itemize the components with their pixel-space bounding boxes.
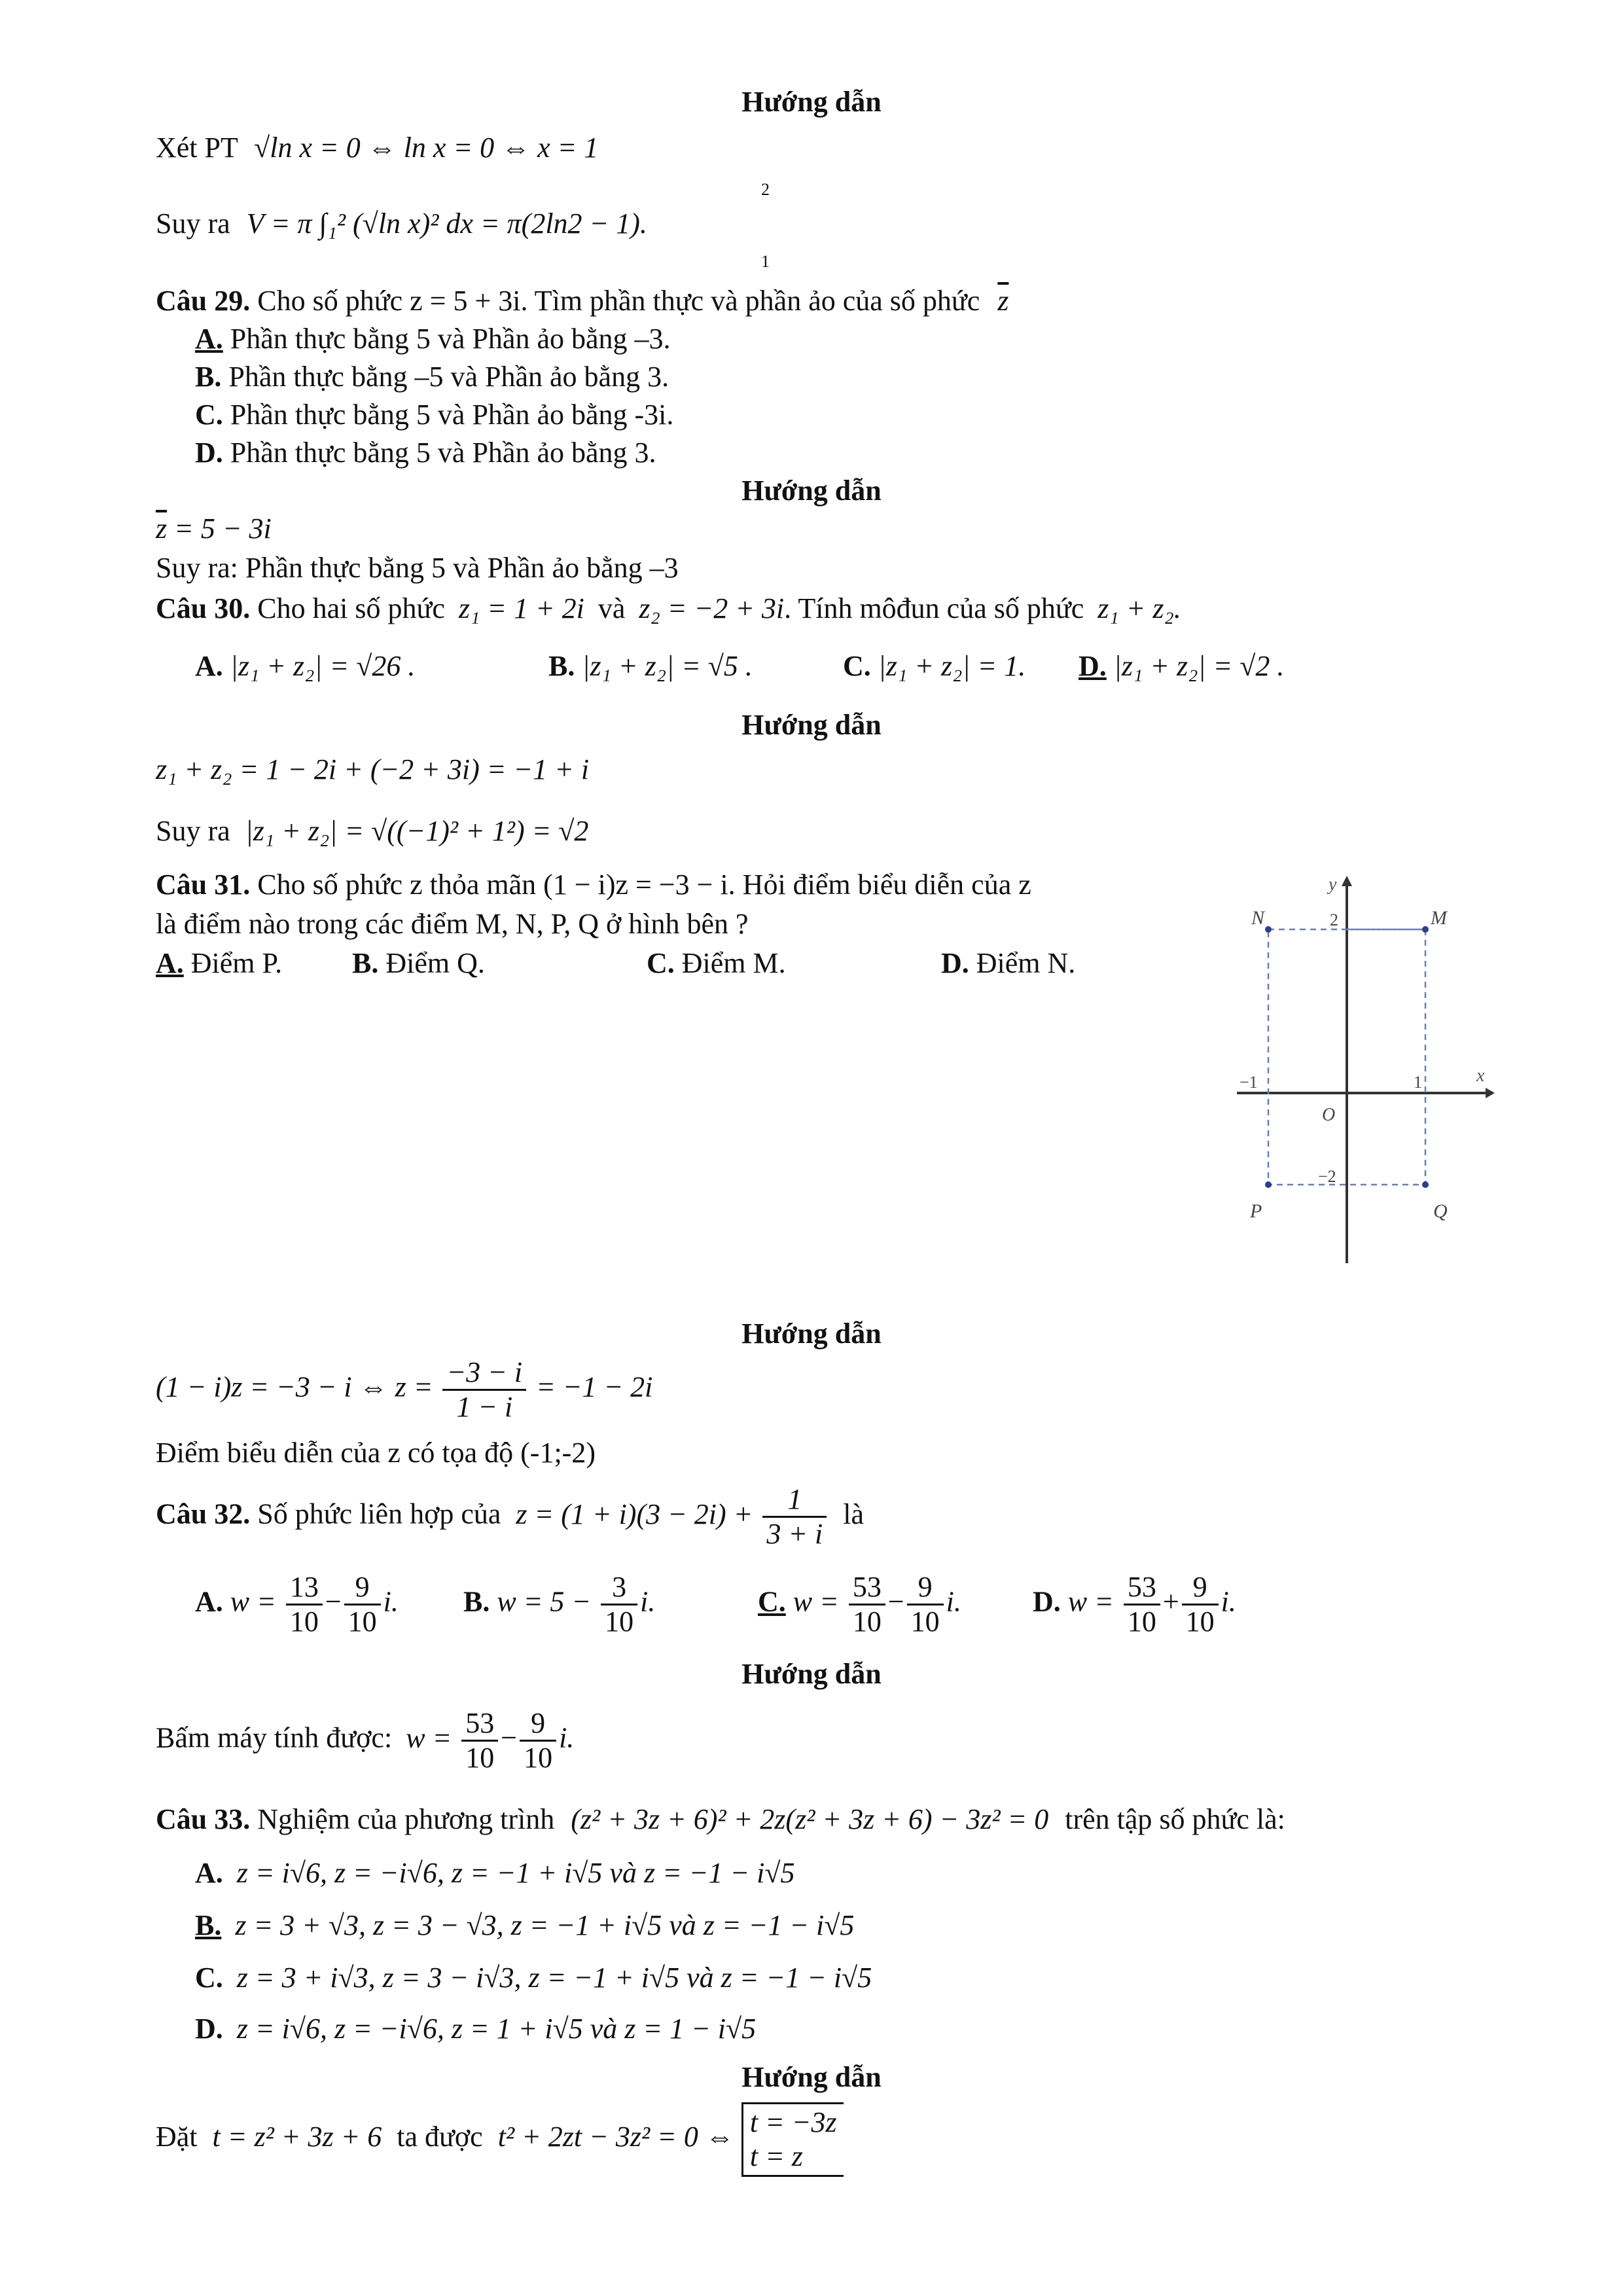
q31-label: Câu 31. [156,869,251,901]
q32-a-frac-1 [286,1571,323,1638]
q32-option-b-key: B. [463,1585,490,1618]
q33-sol-eq: t² + 2zt − 3z² = 0 ⇔ [497,2121,734,2153]
q33-option-a-key: A. [195,1857,223,1889]
q32-stem [156,1483,864,1551]
q32-expr: z = (1 + i)(3 − 2i) + [516,1498,753,1530]
q33-option-c-key: C. [195,1962,223,1994]
hint-heading-32: Hướng dẫn [741,1658,882,1690]
q32-c-d1: 10 [852,1605,882,1638]
label-q: Q [1433,1200,1448,1222]
q30-z1: z₁ = 1 + 2i [458,592,584,624]
intro-math-2: V = π ∫₁² (√ln x)² dx = π(2ln2 − 1). [246,207,647,240]
q32-tail: là [843,1498,865,1530]
tick-minus-1: −1 [1240,1073,1258,1092]
point-m-dot [1422,926,1429,933]
q33-option-b-key: B. [195,1909,222,1941]
q29-text: Cho số phức z = 5 + 3i. Tìm phần thực và phần ảo của số phức [257,285,980,317]
q32-c-d2: 10 [910,1605,940,1638]
q31-sol-rhs: = −1 − 2i [536,1371,653,1403]
q30-option-a[interactable] [195,648,415,685]
q32-d-frac-2 [1182,1571,1219,1638]
point-n-dot [1265,926,1272,933]
q31-solution-2: Điểm biểu diễn của z có tọa độ (-1;-2) [156,1437,596,1469]
q32-d-n1: 53 [1124,1571,1160,1605]
q32-solution [156,1707,574,1774]
hint-heading-33: Hướng dẫn [741,2061,882,2093]
intro-line-2 [156,206,647,242]
q30-option-c[interactable] [843,648,1026,685]
label-n: N [1251,907,1265,929]
q32-a-n1: 13 [286,1571,323,1605]
q29-option-b-text: Phần thực bằng –5 và Phần ảo bằng 3. [228,361,669,393]
q29-solution-1 [156,511,272,547]
q33-case-bracket [741,2102,844,2177]
q29-option-c[interactable] [195,397,673,433]
q31-option-a-key: A. [156,947,184,979]
q31-solution-1 [156,1356,652,1424]
q33-sol-t: t = z² + 3z + 6 [212,2121,382,2153]
q32-b-post: i. [640,1585,656,1618]
q33-text: Nghiệm của phương trình [257,1803,555,1835]
q31-option-c-key: C. [647,947,675,979]
q32-option-d[interactable] [1033,1571,1236,1638]
q30-solution-1: z₁ + z₂ = 1 − 2i + (−2 + 3i) = −1 + i [156,753,590,785]
q33-sol-prefix: Đặt [156,2121,198,2153]
q32-d-mid: + [1162,1585,1179,1618]
q32-option-c[interactable] [758,1571,961,1638]
q32-sol-frac-1 [461,1707,498,1774]
q32-option-b-pre: w = 5 − [497,1585,592,1618]
q32-c-frac-1 [849,1571,885,1638]
q32-d-post: i. [1221,1585,1236,1618]
q32-sol-n1: 53 [461,1707,498,1742]
q33-equation: (z² + 3z + 6)² + 2z(z² + 3z + 6) − 3z² = 0 [571,1803,1049,1835]
q32-d-d2: 10 [1185,1605,1215,1638]
q31-coordinate-figure [1217,864,1505,1283]
q32-option-a-pre: w = [230,1585,276,1618]
q32-frac-num: 1 [762,1483,827,1518]
hint-heading-31: Hướng dẫn [741,1318,882,1350]
q32-fraction [762,1483,827,1551]
q32-sol-post: i. [559,1721,575,1754]
q30-label: Câu 30. [156,592,251,624]
q32-option-b[interactable] [463,1571,655,1638]
point-q-dot [1422,1181,1429,1188]
q32-a-frac-2 [344,1571,381,1638]
q29-option-c-text: Phần thực bằng 5 và Phần ảo bằng -3i. [230,399,674,431]
q29-option-a[interactable] [195,321,671,357]
q30-and: và [597,592,626,624]
q29-option-d-text: Phần thực bằng 5 và Phần ảo bằng 3. [230,437,656,469]
q32-option-d-pre: w = [1067,1585,1114,1618]
intro-math-1: √ln x = 0 ⇔ ln x = 0 ⇔ x = 1 [254,132,599,164]
q29-label: Câu 29. [156,285,251,317]
q29-option-b-key: B. [195,361,222,393]
q32-a-d1: 10 [289,1605,319,1638]
q32-c-frac-2 [907,1571,944,1638]
tick-minus-2: −2 [1318,1167,1336,1186]
q32-c-post: i. [946,1585,961,1618]
q32-label: Câu 32. [156,1498,251,1530]
q32-text: Số phức liên hợp của [257,1498,501,1530]
integral-upper: 2 [761,180,770,199]
integral-lower: 1 [761,252,770,271]
intro-prefix: Xét PT [156,132,238,164]
label-origin: O [1322,1105,1336,1125]
label-y-axis: y [1329,874,1337,895]
q29-option-d-key: D. [195,437,223,469]
q29-option-b[interactable] [195,359,669,395]
q32-d-d1: 10 [1127,1605,1156,1638]
q33-option-b[interactable] [195,1907,854,1944]
q32-sol-mid: − [501,1721,518,1754]
label-m: M [1431,907,1447,929]
q30-option-c-text: |z₁ + z₂| = 1. [878,650,1026,682]
q31-option-b-text: Điểm Q. [385,947,485,979]
q30-option-b-key: B. [548,650,575,682]
q31-option-c[interactable] [647,945,786,982]
q32-c-n2: 9 [907,1571,944,1605]
q31-sol-numerator: −3 − i [442,1356,526,1391]
q30-option-b[interactable] [548,648,753,685]
q30-option-a-text: |z₁ + z₂| = √26 . [230,650,416,682]
q31-option-b[interactable] [352,945,485,982]
q32-option-a[interactable] [195,1571,399,1638]
q33-case-2: t = z [749,2140,803,2172]
q30-z2: z₂ = −2 + 3i [639,592,785,624]
x-axis-arrow [1486,1088,1495,1098]
q32-a-mid: − [325,1585,342,1618]
q31-stem-1 [156,867,1031,903]
q33-option-d-key: D. [195,2013,223,2045]
q32-a-post: i. [383,1585,399,1618]
q30-text-1: Cho hai số phức [257,592,445,624]
q30-stem [156,590,1181,627]
q32-c-n1: 53 [849,1571,885,1605]
q31-line-1: Cho số phức z thỏa mãn (1 − i)z = −3 − i. Hỏi điểm biểu diễn của z [257,869,1031,901]
q31-option-a-text: Điểm P. [190,947,283,979]
q33-tail: trên tập số phức là: [1065,1803,1285,1835]
label-x-axis: x [1476,1066,1485,1086]
point-p-dot [1265,1181,1272,1188]
intro-prefix-2: Suy ra [156,207,230,240]
label-p: P [1250,1200,1262,1222]
q32-sol-pre: w = [406,1721,452,1754]
q32-option-c-pre: w = [793,1585,839,1618]
q31-option-d[interactable] [941,945,1075,982]
q33-option-d[interactable] [195,2011,756,2047]
q30-sol-math: |z₁ + z₂| = √((−1)² + 1²) = √2 [245,815,589,847]
q30-option-b-text: |z₁ + z₂| = √5 . [582,650,753,682]
q32-d-n2: 9 [1182,1571,1219,1605]
q32-sol-frac-2 [520,1707,556,1774]
q29-option-a-text: Phần thực bằng 5 và Phần ảo bằng –3. [230,323,671,355]
q31-sol-fraction [442,1356,526,1424]
q32-option-d-key: D. [1033,1585,1061,1618]
y-axis-arrow [1342,876,1352,886]
q33-option-a-text: z = i√6, z = −i√6, z = −1 + i√5 và z = −1 − i√5 [236,1857,795,1889]
q32-b-n1: 3 [601,1571,637,1605]
q30-option-a-key: A. [195,650,223,682]
q33-option-d-text: z = i√6, z = −i√6, z = 1 + i√5 và z = 1 − i√5 [236,2013,757,2045]
q29-zbar: $\overline{z}$ [997,285,1009,317]
q33-option-c[interactable] [195,1960,872,1996]
q33-case-1: t = −3z [749,2106,837,2138]
q30-option-d-key: D. [1079,650,1107,682]
q33-stem [156,1801,1285,1838]
tick-1: 1 [1414,1073,1422,1092]
q33-option-b-text: z = 3 + √3, z = 3 − √3, z = −1 + i√5 và z = −1 − i√5 [235,1909,855,1941]
q32-option-a-key: A. [195,1585,223,1618]
tick-2: 2 [1330,910,1338,929]
q33-solution [156,2102,844,2177]
q33-sol-mid: ta được [397,2121,483,2153]
q29-option-d[interactable] [195,435,656,471]
q30-option-c-key: C. [843,650,871,682]
q29-option-a-key: A. [195,323,223,355]
q31-option-d-text: Điểm N. [976,947,1076,979]
q30-option-d-text: |z₁ + z₂| = √2 . [1113,650,1285,682]
q33-label: Câu 33. [156,1803,251,1835]
q32-sol-text: Bấm máy tính được: [156,1721,393,1754]
q33-option-a[interactable] [195,1855,795,1892]
hint-heading-29: Hướng dẫn [741,475,882,507]
q30-option-d[interactable] [1079,648,1284,685]
q31-option-c-text: Điểm M. [681,947,786,979]
q29-sol-eq: = 5 − 3i [174,512,272,545]
q30-solution-2 [156,813,588,850]
q32-option-c-key: C. [758,1585,786,1618]
q30-text-2: . Tính môđun của số phức [784,592,1084,624]
q30-target: z₁ + z₂. [1097,592,1181,624]
q30-sol-prefix: Suy ra [156,815,230,847]
q29-option-c-key: C. [195,399,223,431]
q32-frac-den: 3 + i [766,1518,823,1550]
q32-c-mid: − [887,1585,904,1618]
q31-option-b-key: B. [352,947,379,979]
q31-option-d-key: D. [941,947,969,979]
q32-a-d2: 10 [348,1605,377,1638]
q32-sol-d2: 10 [524,1742,553,1774]
q31-stem-2: là điểm nào trong các điểm M, N, P, Q ở hình bên ? [156,908,749,940]
q33-option-c-text: z = 3 + i√3, z = 3 − i√3, z = −1 + i√5 và z = −1 − i√5 [236,1962,872,1994]
hint-heading-30: Hướng dẫn [741,709,882,741]
q32-sol-d1: 10 [465,1742,495,1774]
q29-solution-2: Suy ra: Phần thực bằng 5 và Phần ảo bằng –3 [156,552,679,584]
q29-sol-zbar: $\overline{z}$ [156,512,168,545]
q32-d-frac-1 [1124,1571,1160,1638]
q32-b-frac [601,1571,637,1638]
hint-heading-28: Hướng dẫn [741,86,882,118]
q31-sol-denominator: 1 − i [456,1391,513,1423]
q32-a-n2: 9 [344,1571,381,1605]
q31-sol-lhs: (1 − i)z = −3 − i ⇔ z = [156,1371,433,1403]
q31-option-a[interactable] [156,945,282,982]
q32-b-d1: 10 [605,1605,634,1638]
q32-sol-n2: 9 [520,1707,556,1742]
q29-stem [156,283,1008,319]
intro-line-1 [156,130,598,166]
